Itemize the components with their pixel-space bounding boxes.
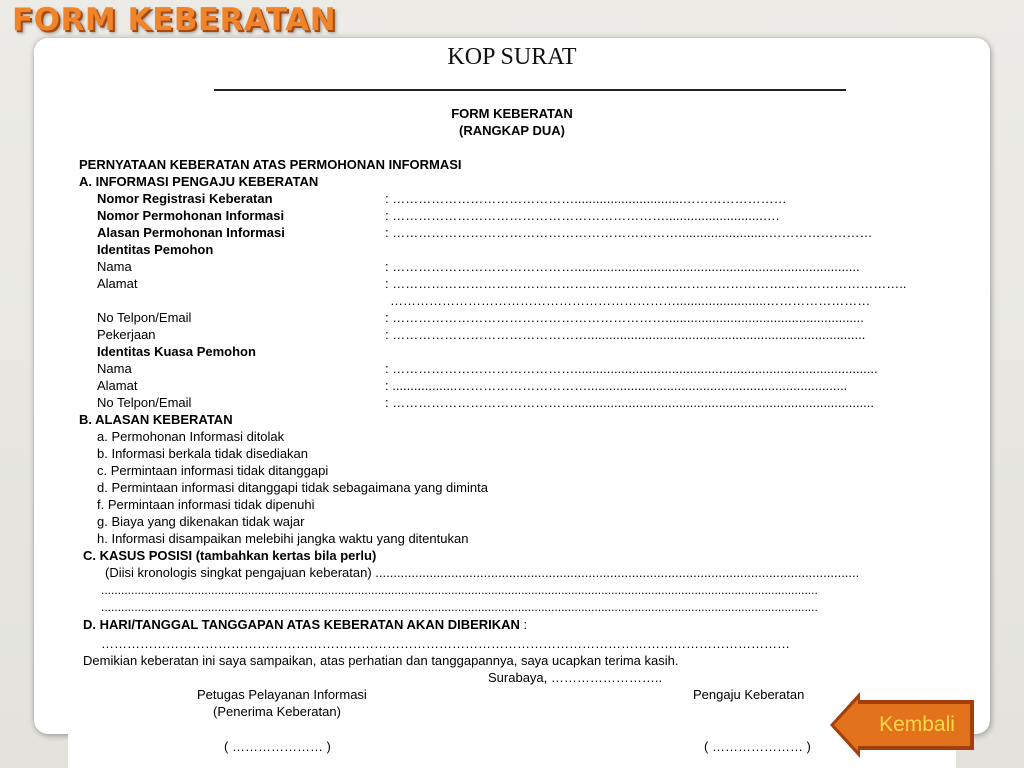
section-c-line: (Diisi kronologis singkat pengajuan keberatan) ......................................................................................................................................	[105, 565, 860, 580]
list-item: a. Permohonan Informasi ditolak	[97, 429, 285, 444]
list-item: b. Informasi berkala tidak disediakan	[97, 446, 309, 461]
section-d-line: ……………………………………………………………………………………………………………………………………………	[101, 636, 790, 651]
field-label: Alasan Permohonan Informasi	[97, 225, 285, 240]
field-value: : ..................…………………………........................................................................	[385, 378, 848, 393]
list-item: d. Permintaan informasi ditanggapi tidak sebagaimana yang diminta	[97, 480, 488, 495]
form-subtitle: (RANGKAP DUA)	[459, 123, 565, 138]
field-value: : ……………………………………...............................................................................	[385, 259, 860, 274]
section-d-colon: :	[519, 617, 528, 632]
field-label: Nomor Registrasi Keberatan	[97, 191, 273, 206]
field-label: No Telpon/Email	[97, 310, 192, 325]
section-b-heading: B. ALASAN KEBERATAN	[79, 412, 233, 427]
field-value-continuation: ………………………………………………………….........................……………………	[390, 293, 871, 308]
field-value: : ……………………………………..............................……………………	[385, 191, 787, 206]
signature-left-subtitle: (Penerima Keberatan)	[213, 704, 341, 719]
field-label: Nama	[97, 259, 132, 274]
list-item: h. Informasi disampaikan melebihi jangka waktu yang ditentukan	[97, 531, 469, 546]
statement-heading: PERNYATAAN KEBERATAN ATAS PERMOHONAN INFORMASI	[79, 157, 462, 172]
section-a-heading: A. INFORMASI PENGAJU KEBERATAN	[79, 174, 319, 189]
section-c-line: .......................................................................................................................................................................................................................	[101, 583, 818, 597]
signature-left-title: Petugas Pelayanan Informasi	[197, 687, 367, 702]
place-date: Surabaya, ……………………..	[488, 670, 663, 685]
field-value: : ……………………………………....................................................................................	[385, 361, 878, 376]
field-label: Alamat	[97, 276, 138, 291]
field-label: Pekerjaan	[97, 327, 156, 342]
field-value: : ………………………………………………………...........................….	[385, 208, 780, 223]
field-label: Nama	[97, 361, 132, 376]
signature-right-title: Pengaju Keberatan	[693, 687, 805, 702]
field-value: : ……………………………………….............................................................................	[385, 327, 866, 342]
section-c-heading: C. KASUS POSISI (tambahkan kertas bila perlu)	[83, 548, 377, 563]
back-button-label: Kembali	[879, 713, 955, 736]
list-item: c. Permintaan informasi tidak ditanggapi	[97, 463, 329, 478]
subheading-identitas-kuasa: Identitas Kuasa Pemohon	[97, 344, 256, 359]
list-item: f. Permintaan informasi tidak dipenuhi	[97, 497, 315, 512]
form-title: FORM KEBERATAN	[451, 106, 573, 121]
subheading-identitas-pemohon: Identitas Pemohon	[97, 242, 214, 257]
signature-left-blank: ( ………………… )	[224, 739, 331, 754]
field-label: Nomor Permohonan Informasi	[97, 208, 285, 223]
list-item: g. Biaya yang dikenakan tidak wajar	[97, 514, 305, 529]
section-d-heading-row	[83, 617, 527, 632]
back-button[interactable]	[828, 690, 978, 760]
field-value: : ……………………………………...................................................................................	[385, 395, 875, 410]
section-c-line: .......................................................................................................................................................................................................................	[101, 600, 818, 614]
letterhead: KOP SURAT	[447, 44, 577, 70]
field-value: : ………………………………………………………….........................……………………	[385, 225, 873, 240]
field-label: No Telpon/Email	[97, 395, 192, 410]
field-label: Alamat	[97, 378, 138, 393]
section-d-heading: D. HARI/TANGGAL TANGGAPAN ATAS KEBERATAN AKAN DIBERIKAN	[83, 617, 520, 632]
closing-statement: Demikian keberatan ini saya sampaikan, atas perhatian dan tanggapannya, saya ucapkan terima kasih.	[83, 653, 679, 668]
field-value: : ……………………………………………………….......................................................	[385, 310, 864, 325]
signature-right-blank: ( ………………… )	[704, 739, 811, 754]
slide-title: FORM KEBERATAN	[12, 2, 337, 38]
field-value: : ………………………………………………………………………………………………………..	[385, 276, 907, 291]
